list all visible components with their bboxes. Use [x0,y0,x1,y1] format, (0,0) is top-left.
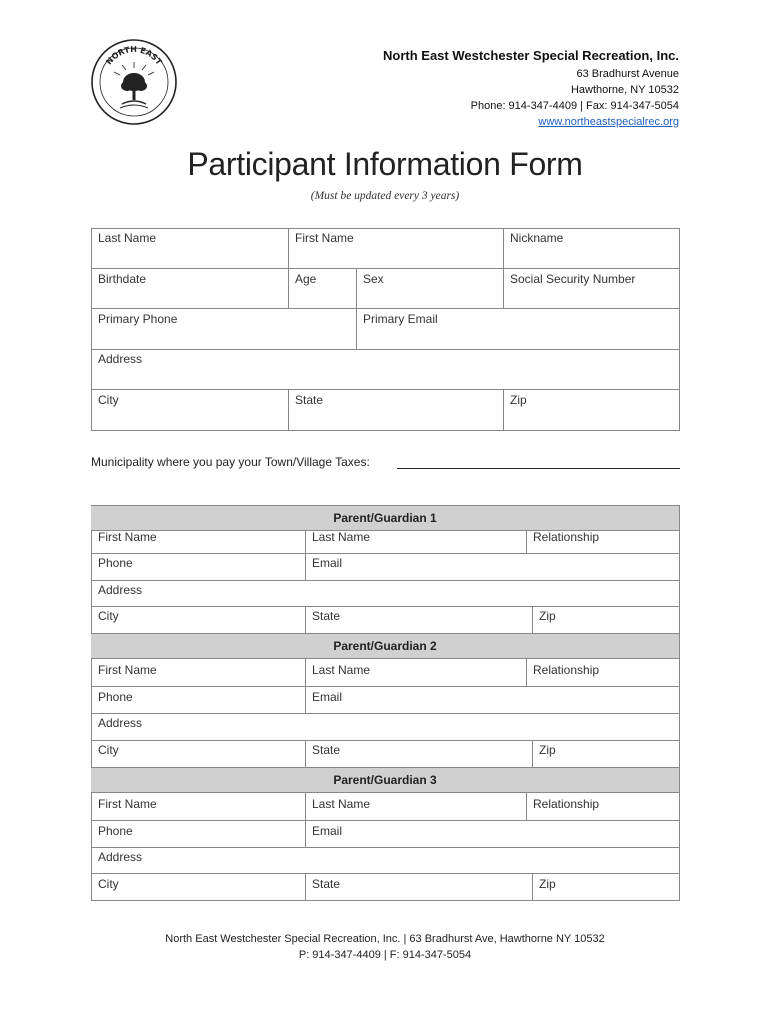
col-divider [305,606,306,633]
col-divider [305,740,306,767]
website-link[interactable]: www.northeastspecialrec.org [538,116,679,128]
guardian-2-relationship-field[interactable]: Relationship [533,663,600,677]
row-divider [91,268,680,269]
guardian-2-last-name-field[interactable]: Last Name [312,663,371,677]
guardian-2-heading: Parent/Guardian 2 [91,633,679,659]
footer-address: North East Westchester Special Recreation, Inc. | 63 Bradhurst Ave, Hawthorne NY 10532 [165,933,605,945]
footer-phone-fax: P: 914-347-4409 | F: 914-347-5054 [298,949,472,961]
guardian-3-address-field[interactable]: Address [98,850,143,864]
organization-header [383,46,679,130]
guardian-3-zip-field[interactable]: Zip [539,877,556,891]
guardian-1-address-field[interactable]: Address [98,583,143,597]
guardian-3-heading: Parent/Guardian 3 [91,767,679,793]
guardian-2-first-name-field[interactable]: First Name [98,663,157,677]
col-divider [356,268,357,349]
col-divider [305,873,306,901]
guardian-2-state-field[interactable]: State [312,743,341,757]
participant-table [91,228,680,431]
col-divider [305,659,306,713]
row-divider [91,553,680,554]
guardian-3-phone-field[interactable]: Phone [98,824,133,838]
participant-address-field[interactable]: Address [98,352,143,366]
guardian-3-first-name-field[interactable]: First Name [98,797,157,811]
row-divider [91,349,680,350]
row-divider [91,580,680,581]
guardian-1-first-name-field[interactable]: First Name [98,530,157,544]
guardian-2-address-field[interactable]: Address [98,716,143,730]
row-divider [91,713,680,714]
guardian-3-last-name-field[interactable]: Last Name [312,797,371,811]
form-subtitle: (Must be updated every 3 years) [310,190,460,202]
participant-first-name-field[interactable]: First Name [295,231,354,245]
guardians-table [91,505,680,901]
svg-text:NORTH EAST: NORTH EAST [104,44,164,67]
row-divider [91,308,680,309]
col-divider [503,389,504,431]
organization-phone-fax: Phone: 914-347-4409 | Fax: 914-347-5054 [470,100,679,112]
col-divider [526,659,527,687]
col-divider [526,793,527,821]
col-divider [532,873,533,901]
row-divider [91,847,680,848]
row-divider [91,873,680,874]
page-footer [0,931,770,963]
form-title: Participant Information Form [187,146,583,182]
participant-state-field[interactable]: State [295,393,324,407]
participant-age-field[interactable]: Age [295,272,317,286]
organization-logo [90,38,178,126]
participant-birthdate-field[interactable]: Birthdate [98,272,147,286]
guardian-3-state-field[interactable]: State [312,877,341,891]
guardian-1-phone-field[interactable]: Phone [98,556,133,570]
organization-city: Hawthorne, NY 10532 [570,84,679,96]
organization-name: North East Westchester Special Recreation, Inc. [383,48,679,63]
guardian-1-heading: Parent/Guardian 1 [91,505,679,531]
col-divider [305,793,306,847]
col-divider [288,228,289,309]
guardian-1-email-field[interactable]: Email [312,556,343,570]
guardian-3-relationship-field[interactable]: Relationship [533,797,600,811]
col-divider [305,530,306,580]
participant-last-name-field[interactable]: Last Name [98,231,157,245]
participant-city-field[interactable]: City [98,393,119,407]
col-divider [288,389,289,431]
participant-zip-field[interactable]: Zip [510,393,527,407]
guardian-2-city-field[interactable]: City [98,743,119,757]
col-divider [503,228,504,309]
participant-ssn-field[interactable]: Social Security Number [510,272,636,286]
guardian-3-email-field[interactable]: Email [312,824,343,838]
row-divider [91,686,680,687]
municipality-label: Municipality where you pay your Town/Village Taxes: [91,455,370,469]
guardian-1-zip-field[interactable]: Zip [539,609,556,623]
col-divider [532,740,533,767]
row-divider [91,389,680,390]
guardian-1-relationship-field[interactable]: Relationship [533,530,600,544]
col-divider [532,606,533,633]
guardian-2-phone-field[interactable]: Phone [98,690,133,704]
organization-address: 63 Bradhurst Avenue [576,68,679,80]
participant-primary-email-field[interactable]: Primary Email [363,312,438,326]
participant-primary-phone-field[interactable]: Primary Phone [98,312,178,326]
row-divider [91,740,680,741]
guardian-1-state-field[interactable]: State [312,609,341,623]
guardian-1-city-field[interactable]: City [98,609,119,623]
guardian-2-email-field[interactable]: Email [312,690,343,704]
row-divider [91,820,680,821]
col-divider [526,530,527,554]
guardian-1-last-name-field[interactable]: Last Name [312,530,371,544]
municipality-input[interactable] [397,468,680,469]
guardian-3-city-field[interactable]: City [98,877,119,891]
row-divider [91,606,680,607]
participant-nickname-field[interactable]: Nickname [510,231,564,245]
participant-sex-field[interactable]: Sex [363,272,384,286]
guardian-2-zip-field[interactable]: Zip [539,743,556,757]
